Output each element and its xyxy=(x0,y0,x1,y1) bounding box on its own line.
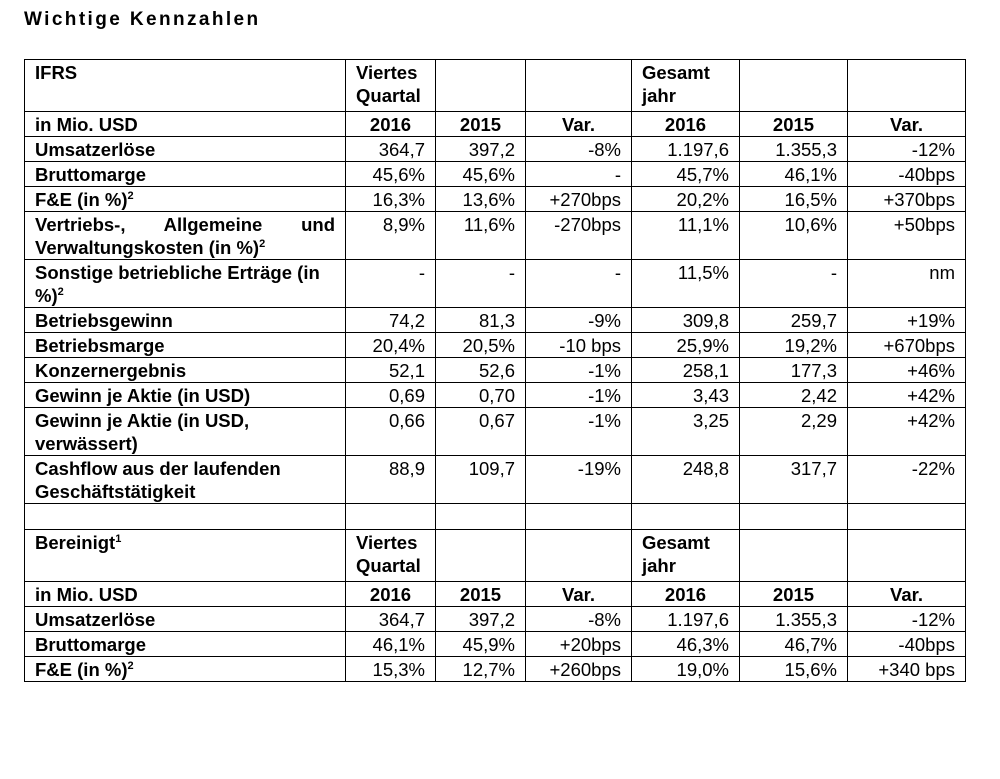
value-cell: - xyxy=(346,260,436,308)
value-cell: 397,2 xyxy=(436,607,526,632)
value-cell: 248,8 xyxy=(632,456,740,504)
empty-cell xyxy=(848,530,966,582)
value-cell: - xyxy=(526,162,632,187)
row-label-text: Konzernergebnis xyxy=(35,360,187,381)
empty-cell xyxy=(848,504,966,530)
row-label-text: Cashflow aus der laufenden Geschäftstätigkeit xyxy=(35,458,281,502)
ifrs-label-text: IFRS xyxy=(35,62,78,83)
ifrs-table-row xyxy=(25,456,966,504)
ifrs-column-header: 2016 xyxy=(632,112,740,137)
row-label xyxy=(25,162,346,187)
row-label-footnote: 2 xyxy=(127,190,134,202)
row-label-text: Umsatzerlöse xyxy=(35,139,156,160)
value-cell: 11,1% xyxy=(632,212,740,260)
ifrs-table-row xyxy=(25,137,966,162)
value-cell: 10,6% xyxy=(740,212,848,260)
adjusted-unit-label: in Mio. USD xyxy=(25,582,346,607)
value-cell: 45,7% xyxy=(632,162,740,187)
empty-cell xyxy=(436,60,526,112)
adjusted-label-text: Bereinigt xyxy=(35,532,116,553)
value-cell: 258,1 xyxy=(632,358,740,383)
value-cell: 45,9% xyxy=(436,632,526,657)
value-cell: 1.197,6 xyxy=(632,137,740,162)
value-cell: 46,7% xyxy=(740,632,848,657)
value-cell: 8,9% xyxy=(346,212,436,260)
row-label xyxy=(25,632,346,657)
adjusted-column-header: Var. xyxy=(526,582,632,607)
value-cell: -40bps xyxy=(848,632,966,657)
row-label xyxy=(25,187,346,212)
value-cell: 16,3% xyxy=(346,187,436,212)
value-cell: 45,6% xyxy=(346,162,436,187)
value-cell: 177,3 xyxy=(740,358,848,383)
ifrs-fullyear-header: Gesamt jahr xyxy=(632,60,740,112)
value-cell: -1% xyxy=(526,408,632,456)
value-cell: -12% xyxy=(848,607,966,632)
row-label-footnote: 2 xyxy=(127,660,134,672)
row-label-text: F&E (in %) xyxy=(35,189,128,210)
value-cell: +42% xyxy=(848,408,966,456)
row-label-text: Umsatzerlöse xyxy=(35,609,156,630)
ifrs-column-header: 2015 xyxy=(740,112,848,137)
value-cell: 15,6% xyxy=(740,657,848,682)
value-cell: 15,3% xyxy=(346,657,436,682)
row-label xyxy=(25,212,346,260)
ifrs-table-row xyxy=(25,358,966,383)
ifrs-column-header: 2015 xyxy=(436,112,526,137)
ifrs-table-row xyxy=(25,212,966,260)
empty-cell xyxy=(25,504,346,530)
value-cell: 364,7 xyxy=(346,137,436,162)
row-label-text: Gewinn je Aktie (in USD) xyxy=(35,385,251,406)
value-cell: 11,6% xyxy=(436,212,526,260)
adjusted-header-row xyxy=(25,530,966,582)
adjusted-table-row xyxy=(25,607,966,632)
adjusted-column-header: 2016 xyxy=(346,582,436,607)
value-cell: 259,7 xyxy=(740,308,848,333)
value-cell: 20,2% xyxy=(632,187,740,212)
empty-cell xyxy=(740,60,848,112)
value-cell: 397,2 xyxy=(436,137,526,162)
value-cell: +19% xyxy=(848,308,966,333)
value-cell: 20,4% xyxy=(346,333,436,358)
ifrs-table-row xyxy=(25,187,966,212)
ifrs-quarter-header: Viertes Quartal xyxy=(346,60,436,112)
value-cell: -270bps xyxy=(526,212,632,260)
ifrs-table-row xyxy=(25,162,966,187)
empty-cell xyxy=(526,530,632,582)
value-cell: -12% xyxy=(848,137,966,162)
empty-cell xyxy=(436,530,526,582)
empty-cell xyxy=(436,504,526,530)
adjusted-label xyxy=(25,530,346,582)
value-cell: - xyxy=(526,260,632,308)
row-label-text: Betriebsmarge xyxy=(35,335,165,356)
value-cell: nm xyxy=(848,260,966,308)
adjusted-table-row xyxy=(25,657,966,682)
ifrs-header-row xyxy=(25,60,966,112)
row-label xyxy=(25,408,346,456)
value-cell: 88,9 xyxy=(346,456,436,504)
spacer-row xyxy=(25,504,966,530)
row-label-text: Bruttomarge xyxy=(35,164,147,185)
value-cell: 109,7 xyxy=(436,456,526,504)
value-cell: 12,7% xyxy=(436,657,526,682)
value-cell: -10 bps xyxy=(526,333,632,358)
ifrs-column-header: 2016 xyxy=(346,112,436,137)
value-cell: 20,5% xyxy=(436,333,526,358)
value-cell: - xyxy=(436,260,526,308)
value-cell: +20bps xyxy=(526,632,632,657)
value-cell: -9% xyxy=(526,308,632,333)
value-cell: 46,1% xyxy=(740,162,848,187)
value-cell: 52,1 xyxy=(346,358,436,383)
ifrs-table-row xyxy=(25,308,966,333)
ifrs-column-header: Var. xyxy=(848,112,966,137)
empty-cell xyxy=(526,504,632,530)
row-label-text: Bruttomarge xyxy=(35,634,147,655)
ifrs-table-row xyxy=(25,333,966,358)
value-cell: +42% xyxy=(848,383,966,408)
row-label-text: Sonstige betriebliche Erträge (in %) xyxy=(35,262,320,306)
value-cell: 364,7 xyxy=(346,607,436,632)
value-cell: 317,7 xyxy=(740,456,848,504)
value-cell: 45,6% xyxy=(436,162,526,187)
adjusted-table-row xyxy=(25,632,966,657)
value-cell: 1.355,3 xyxy=(740,137,848,162)
value-cell: 74,2 xyxy=(346,308,436,333)
empty-cell xyxy=(526,60,632,112)
ifrs-table-row xyxy=(25,383,966,408)
adjusted-column-header: 2016 xyxy=(632,582,740,607)
value-cell: 3,25 xyxy=(632,408,740,456)
adjusted-column-header: 2015 xyxy=(436,582,526,607)
value-cell: -8% xyxy=(526,137,632,162)
key-figures-table xyxy=(24,59,966,682)
row-label-footnote: 2 xyxy=(259,238,266,250)
row-label-text: F&E (in %) xyxy=(35,659,128,680)
value-cell: 0,70 xyxy=(436,383,526,408)
value-cell: -1% xyxy=(526,383,632,408)
value-cell: +370bps xyxy=(848,187,966,212)
ifrs-column-header: Var. xyxy=(526,112,632,137)
value-cell: 309,8 xyxy=(632,308,740,333)
empty-cell xyxy=(632,504,740,530)
value-cell: 16,5% xyxy=(740,187,848,212)
value-cell: +340 bps xyxy=(848,657,966,682)
row-label xyxy=(25,333,346,358)
row-label xyxy=(25,607,346,632)
value-cell: 2,29 xyxy=(740,408,848,456)
ifrs-table-row xyxy=(25,260,966,308)
value-cell: 25,9% xyxy=(632,333,740,358)
value-cell: -40bps xyxy=(848,162,966,187)
value-cell: 0,67 xyxy=(436,408,526,456)
value-cell: -22% xyxy=(848,456,966,504)
ifrs-label xyxy=(25,60,346,112)
row-label xyxy=(25,383,346,408)
row-label xyxy=(25,308,346,333)
value-cell: 0,66 xyxy=(346,408,436,456)
value-cell: 46,3% xyxy=(632,632,740,657)
adjusted-label-footnote: 1 xyxy=(115,533,122,545)
row-label xyxy=(25,657,346,682)
row-label xyxy=(25,137,346,162)
value-cell: 1.197,6 xyxy=(632,607,740,632)
value-cell: 11,5% xyxy=(632,260,740,308)
value-cell: 0,69 xyxy=(346,383,436,408)
value-cell: - xyxy=(740,260,848,308)
row-label-footnote: 2 xyxy=(57,286,64,298)
value-cell: 3,43 xyxy=(632,383,740,408)
value-cell: 81,3 xyxy=(436,308,526,333)
ifrs-unit-label: in Mio. USD xyxy=(25,112,346,137)
value-cell: +270bps xyxy=(526,187,632,212)
value-cell: -1% xyxy=(526,358,632,383)
value-cell: 1.355,3 xyxy=(740,607,848,632)
value-cell: 2,42 xyxy=(740,383,848,408)
row-label-text: Betriebsgewinn xyxy=(35,310,173,331)
value-cell: 52,6 xyxy=(436,358,526,383)
value-cell: -19% xyxy=(526,456,632,504)
adjusted-fullyear-header: Gesamt jahr xyxy=(632,530,740,582)
value-cell: +260bps xyxy=(526,657,632,682)
value-cell: +670bps xyxy=(848,333,966,358)
value-cell: 19,2% xyxy=(740,333,848,358)
adjusted-column-header: Var. xyxy=(848,582,966,607)
empty-cell xyxy=(848,60,966,112)
adjusted-column-header: 2015 xyxy=(740,582,848,607)
empty-cell xyxy=(740,530,848,582)
row-label-text: Vertriebs-, Allgemeine und Verwaltungskosten (in %) xyxy=(35,214,335,258)
value-cell: 13,6% xyxy=(436,187,526,212)
empty-cell xyxy=(740,504,848,530)
adjusted-unit-row xyxy=(25,582,966,607)
key-figures-body xyxy=(25,60,966,682)
row-label-text: Gewinn je Aktie (in USD, verwässert) xyxy=(35,410,250,454)
row-label xyxy=(25,456,346,504)
ifrs-unit-row xyxy=(25,112,966,137)
row-label xyxy=(25,260,346,308)
ifrs-table-row xyxy=(25,408,966,456)
value-cell: +50bps xyxy=(848,212,966,260)
adjusted-quarter-header: Viertes Quartal xyxy=(346,530,436,582)
value-cell: -8% xyxy=(526,607,632,632)
page-title: Wichtige Kennzahlen xyxy=(24,9,261,30)
value-cell: +46% xyxy=(848,358,966,383)
row-label xyxy=(25,358,346,383)
empty-cell xyxy=(346,504,436,530)
value-cell: 46,1% xyxy=(346,632,436,657)
value-cell: 19,0% xyxy=(632,657,740,682)
